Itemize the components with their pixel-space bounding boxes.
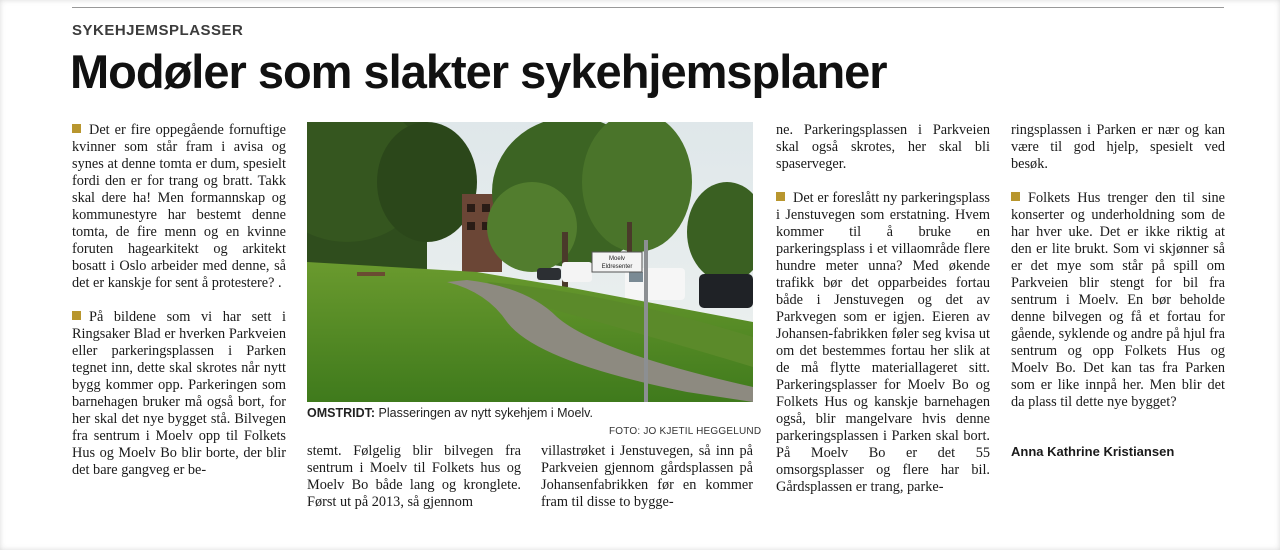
paragraph: Folkets Hus trenger den til sine konserter og underholdning som de har hver uke. Det er ikke riktig at den er lite brukt. Som vi skjønner så er det mye som står på spill om Parkveien blir stengt for bil fra sentrum i Moelv. En bør beholde denne bilvegen og få et fortau for gående, syklende og andre på hjul fra sentrum og opp Folkets Hus og Moelv Bo. Det kan tas fra Parken som er like innpå her. Men blir det da plass til dette nye bygget? <box>1011 190 1225 410</box>
sign <box>592 252 642 272</box>
paragraph: Det er foreslått ny parkeringsplass i Jenstuvegen som erstatning. Hvem kommer til å bruke en parkeringsplass i et villaområde flere hundre meter unna? Med økende trafikk bør det opparbeides fortau både i Jenstuvegen og det av Parkvegen som er igjen. Eieren av Johansen-fabrikken føler seg kvisa ut om det bestemmes fortau her slik at de må flytte materiallageret sitt. Parkeringsplasser for Moelv Bo og Folkets Hus og kanskje barnehagen også, blir mangelvare hvis denne parkeringsplassen i Parken skal bort. På Moelv Bo er det 55 omsorgsplasser og flere har bil. Gårdsplassen er trang, parke- <box>776 190 990 495</box>
paragraph: villastrøket i Jenstuvegen, så inn på Parkveien gjennom gårdsplassen på Johansenfabrikken før en kommer fram til disse to bygge- <box>541 443 753 510</box>
caption-text: Plasseringen av nytt sykehjem i Moelv. <box>375 406 593 420</box>
paragraph: ne. Parkeringsplassen i Parkveien skal også skrotes, her skal bli spaserveger. <box>776 122 990 172</box>
column-2 <box>307 443 521 528</box>
kicker: SYKEHJEMSPLASSER <box>72 22 244 39</box>
bullet-square-icon <box>72 124 81 133</box>
paragraph: På bildene som vi har sett i Ringsaker Blad er hverken Parkveien eller parkeringsplassen i Parken tegnet inn, dette skal skrotes når nytt bygg kommer opp. Parkeringen som barnehagen bruker må også bort, for her skal det nye bygget stå. Bilvegen fra sentrum i Moelv opp til Folkets Hus og Moelv Bo blir borte, der blir det bare gangveg er be- <box>72 309 286 478</box>
column-3 <box>541 443 753 528</box>
photo-caption <box>307 406 593 420</box>
park-scene-image <box>307 122 753 402</box>
svg-text:Moelv: Moelv <box>608 256 626 262</box>
caption-label: OMSTRIDT: <box>307 406 376 420</box>
bullet-square-icon <box>72 311 81 320</box>
top-rule <box>72 7 1224 8</box>
bullet-square-icon <box>776 192 785 201</box>
headline: Modøler som slakter sykehjemsplaner <box>70 45 887 98</box>
bullet-square-icon <box>1011 192 1020 201</box>
paragraph: stemt. Følgelig blir bilvegen fra sentrum i Moelv til Folkets hus og Moelv Bo både lang og kronglete. Først ut på 2013, så gjennom <box>307 443 521 510</box>
column-1 <box>72 122 286 496</box>
byline: Anna Kathrine Kristiansen <box>1011 444 1175 459</box>
svg-text:Eldresenter: Eldresenter <box>601 264 633 270</box>
column-4 <box>776 122 990 513</box>
photo-credit: FOTO: JO KJETIL HEGGELUND <box>609 426 762 437</box>
article-photo <box>307 122 753 402</box>
paragraph: Det er fire oppegående fornuftige kvinner som står fram i avisa og synes at denne tomta er dum, spesielt fordi den er for trang og bratt. Takk skal dere ha! Men formannskap og kommunestyre har bestemt denne tomta, de fire menn og en kvinne foruten hagearkitekt og arkitekt bosatt i Oslo arbeider med denne, så det er kanskje for sent å protestere? . <box>72 122 286 291</box>
column-5 <box>1011 122 1225 428</box>
paragraph: ringsplassen i Parken er nær og kan være til god hjelp, spesielt ved besøk. <box>1011 122 1225 172</box>
